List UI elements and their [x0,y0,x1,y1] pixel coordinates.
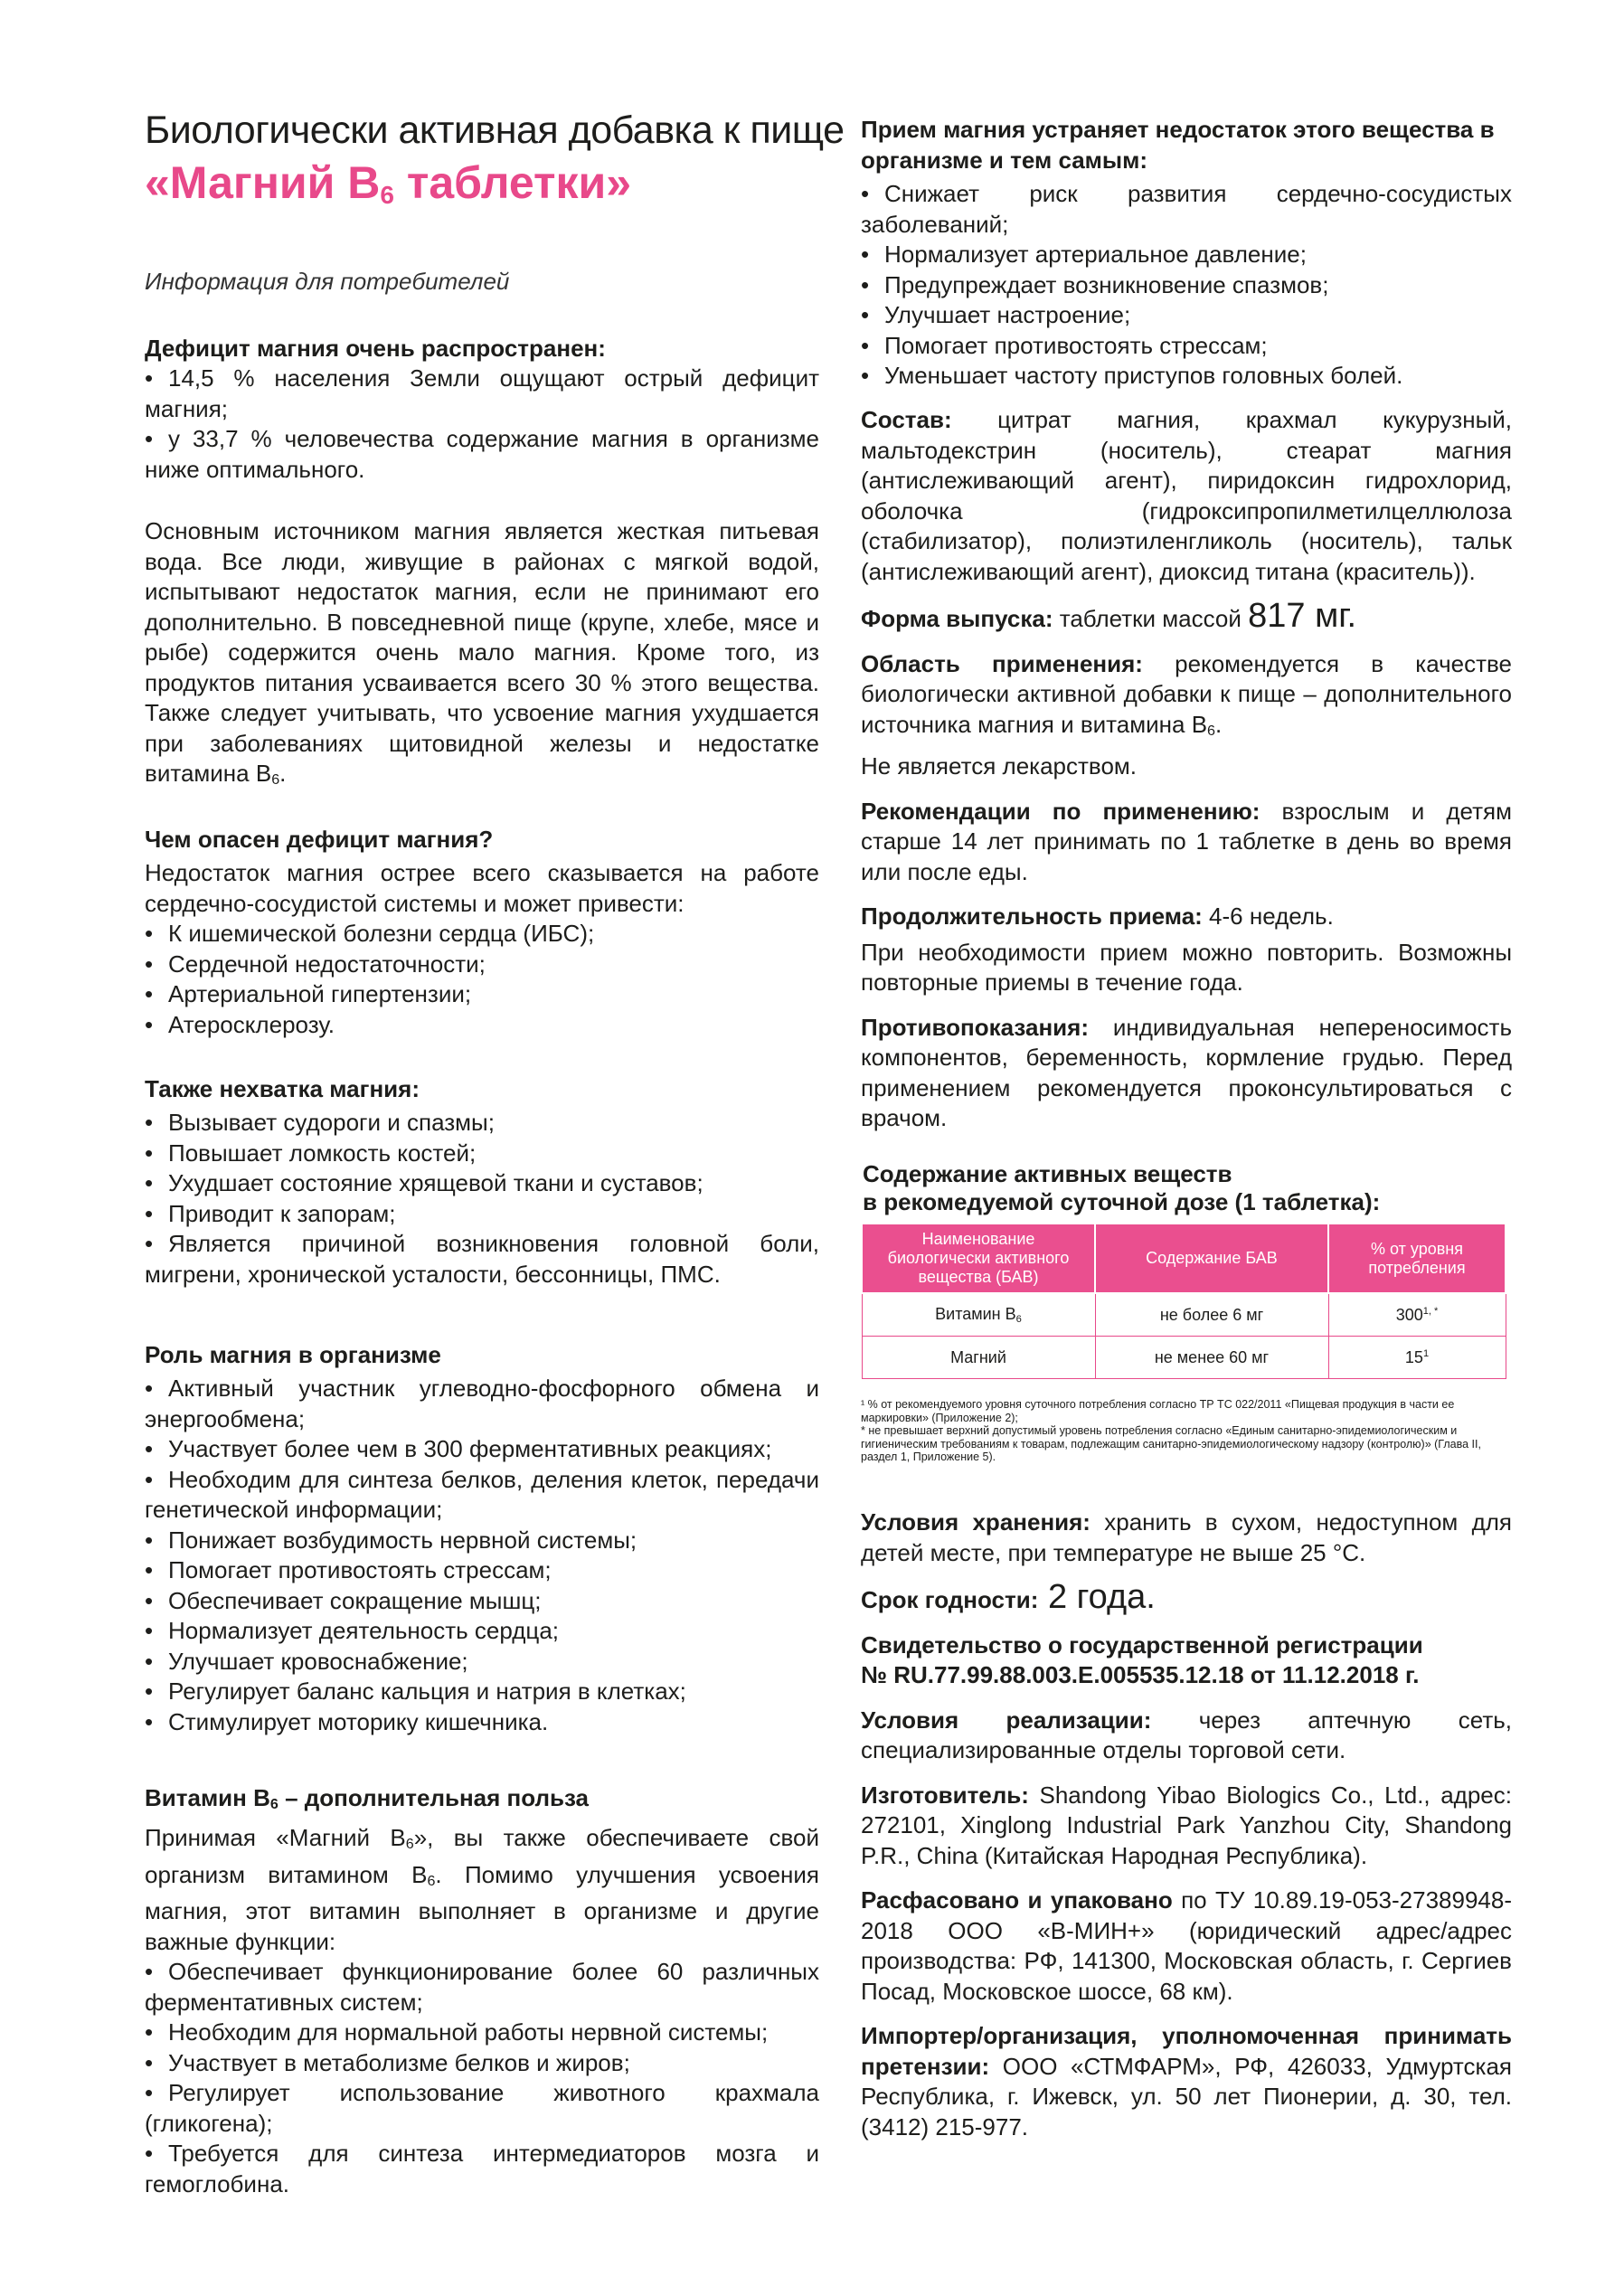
list-item: • Сердечной недостаточности; [145,950,819,980]
list-item: • Ухудшает состояние хрящевой ткани и суставов; [145,1168,819,1199]
deficit-list [145,364,819,485]
contraindications: Противопоказания: индивидуальная непереносимость компонентов, беременность, кормление грудью. Перед применением рекомендуется проконсультироваться с врачом. [861,1013,1512,1131]
table-footnotes [861,1398,1512,1464]
intake-list [861,179,1512,392]
danger-heading: Чем опасен дефицит магния? [145,826,494,853]
list-item: • К ишемической болезни сердца (ИБС); [145,919,819,950]
footnote: * не превышает верхний допустимый уровень потребления согласно «Единым санитарно-эпидемиологическим и гигиеническим требованиям к товарам, подлежащим санитарно-эпидемиологическому надзору (контролю)» (Глава II, раздел 1, Приложение 5). [861,1424,1481,1463]
list-item: • Улучшает кровоснабжение; [145,1647,819,1677]
list-item: • Необходим для нормальной работы нервной системы; [145,2018,819,2048]
list-item: • Стимулирует моторику кишечника. [145,1707,819,1738]
b6-list [145,1957,819,2199]
list-item: • Регулирует баланс кальция и натрия в клетках; [145,1677,819,1707]
b6-heading: Витамин В6 – дополнительная польза [145,1784,590,1812]
list-item: • Участвует более чем в 300 ферментативных реакциях; [145,1434,819,1465]
list-item: • Предупреждает возникновение спазмов; [861,270,1512,301]
list-item: • Обеспечивает функционирование более 60 различных ферментативных систем; [145,1957,819,2018]
composition: Состав: цитрат магния, крахмал кукурузный, мальтодекстрин (носитель), стеарат магния (антислеживающий агент), пиридоксин гидрохлорид, оболочка (гидроксипропилметилцеллюлоза (стабилизатор), полиэтиленгликоль (носитель), тальк (антислеживающий агент), диоксид титана (краситель)). [861,406,1512,585]
list-item: • Участвует в метаболизме белков и жиров; [145,2048,819,2079]
intake-heading: Прием магния устраняет недостаток этого вещества в организме и тем самым: [861,116,1495,174]
role-section [145,1339,819,1737]
list-item: • 14,5 % населения Земли ощущают острый дефицит магния; [145,364,819,424]
list-item: • Является причиной возникновения головной боли, мигрени, хронической усталости, бессонницы, ПМС. [145,1229,819,1290]
usage-recommendations: Рекомендации по применению: взрослым и детям старше 14 лет принимать по 1 таблетке в день во время или после еды. [861,797,1513,885]
table-cell: не менее 60 мг [1095,1337,1328,1379]
b6-intro: Принимая «Магний В6», вы также обеспечиваете свой организм витамином В6. Помимо улучшения усвоения магния, этот витамин выполняет в организме и другие важные функции: [145,1824,820,1955]
list-item: • Помогает противостоять стрессам; [861,331,1512,362]
table-header-cell: % от уровня потребления [1328,1224,1506,1293]
role-heading: Роль магния в организме [145,1341,441,1368]
list-item: • Требуется для синтеза интермедиаторов мозга и гемоглобина. [145,2139,819,2199]
danger-list [145,919,819,1040]
shelf-life: Срок годности: 2 года. [861,1578,1156,1616]
source-paragraph: Основным источником магния является жесткая питьевая вода. Все люди, живущие в районах с мягкой водой, испытывают недостаток магния, если не принимают его дополнительно. В повседневной пище (крупе, хлебе, мясе и рыбе) содержится очень мало магния. Кроме того, из продуктов питания усваивается всего 30 % этого вещества. Также следует учитывать, что усвоение магния ухудшается при заболеваниях щитовидной железы и недостатке витамина В6. [145,517,819,788]
packer: Расфасовано и упаковано по ТУ 10.89.19-053-27389948-2018 ООО «В-МИН+» (юридический адрес/адрес производства: РФ, 141300, Московская область, г. Сергиев Посад, Московское шоссе, 68 км). [861,1886,1512,2005]
table-header-cell: Наименование биологически активного вещества (БАВ) [862,1224,1095,1293]
also-heading: Также нехватка магния: [145,1075,420,1102]
list-item: • Нормализует деятельность сердца; [145,1616,819,1647]
list-item: • Приводит к запорам; [145,1199,819,1230]
storage-conditions: Условия хранения: хранить в сухом, недоступном для детей месте, при температуре не выше 25 °С. [861,1508,1512,1566]
table-cell: $300^{1, *}$ [1328,1293,1506,1337]
table-cell: $15^1$ [1328,1337,1506,1379]
also-list [145,1108,819,1290]
registration-certificate: Свидетельство о государственной регистрации № RU.77.99.88.003.Е.005535.12.18 от 11.12.2018 г. [861,1630,1423,1688]
info-block [861,405,1512,1148]
list-item: • Улучшает настроение; [861,300,1512,331]
table-cell: Витамин В6 [862,1293,1095,1337]
list-item: • Нормализует артериальное давление; [861,240,1512,270]
table-header-cell: Содержание БАВ [1095,1224,1328,1293]
list-item: • Повышает ломкость костей; [145,1139,819,1169]
b6-section [145,1782,819,2199]
table-title: Содержание активных веществ в рекомедуемой суточной дозе (1 таблетка): [863,1160,1381,1215]
list-item: • Атеросклерозу. [145,1010,819,1041]
list-item: • Понижает возбудимость нервной системы; [145,1526,819,1556]
list-item: • Регулирует использование животного крахмала (гликогена); [145,2078,819,2139]
danger-intro: Недостаток магния острее всего сказывается на работе сердечно-сосудистой системы и может привести: [145,859,819,917]
release-form: Форма выпуска: таблетки массой 817 мг. [861,597,1357,635]
list-item: • Вызывает судороги и спазмы; [145,1108,819,1139]
product-category: Биологически активная добавка к пище [145,109,845,152]
list-item: • у 33,7 % человечества содержание магния в организме ниже оптимального. [145,424,819,485]
also-section [145,1073,819,1290]
list-item: • Артериальной гипертензии; [145,979,819,1010]
table-row [862,1293,1506,1337]
list-item: • Обеспечивает сокращение мышц; [145,1586,819,1617]
table-header-row [862,1224,1506,1293]
danger-section [145,824,819,1040]
table-row [862,1337,1506,1379]
list-item: • Активный участник углеводно-фосфорного обмена и энергообмена; [145,1374,819,1434]
table-cell: Магний [862,1337,1095,1379]
list-item: • Снижает риск развития сердечно-сосудистых заболеваний; [861,179,1512,240]
deficit-section [145,333,819,485]
footnote: ¹ % от рекомендуемого уровня суточного потребления согласно ТР ТС 022/2011 «Пищевая продукция в части ее маркировки» (Приложение 2); [861,1398,1455,1424]
active-substances-table [861,1223,1506,1379]
manufacturer: Изготовитель: Shandong Yibao Biologics Co., Ltd., адрес: 272101, Xinglong Industrial Park Yanzhou City, Shandong P.R., China (Китайская Народная Республика). [861,1781,1512,1869]
product-title: «Магний $В_6$ таблетки» [145,157,632,209]
list-item: • Необходим для синтеза белков, деления клеток, передачи генетической информации; [145,1465,819,1526]
consumer-info-label: Информация для потребителей [145,268,510,295]
intake-duration: Продолжительность приема: 4-6 недель. При необходимости прием можно повторить. Возможны повторные приемы в течение года. [861,903,1512,996]
list-item: • Уменьшает частоту приступов головных болей. [861,361,1512,392]
deficit-heading: Дефицит магния очень распространен: [145,335,606,362]
sale-conditions: Условия реализации: через аптечную сеть, специализированные отделы торговой сети. [861,1706,1512,1763]
importer: Импортер/организация, уполномоченная принимать претензии: ООО «СТМФАРМ», РФ, 426033, Удмуртская Республика, г. Ижевск, ул. 50 лет Пионерии, д. 30, тел. (3412) 215-977. [861,2022,1512,2141]
application-area: Область применения: рекомендуется в качестве биологически активной добавки к пище – дополнительного источника магния и витамина В6. Не является лекарством. [861,649,1512,780]
list-item: • Помогает противостоять стрессам; [145,1555,819,1586]
role-list [145,1374,819,1737]
legal-block [861,1507,1512,2157]
table-cell: не более 6 мг [1095,1293,1328,1337]
intake-section [861,114,1512,392]
